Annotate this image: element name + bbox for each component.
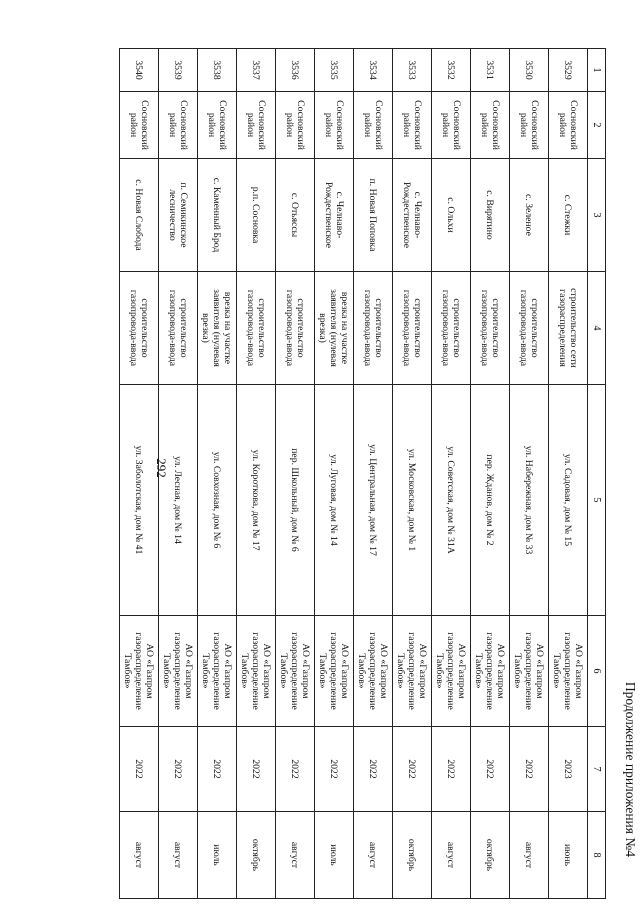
settlement-cell: с. Ольхи — [432, 159, 471, 272]
organization-cell: АО «Газпром газораспределение Тамбов» — [354, 616, 393, 727]
appendix-caption: Продолжение приложения №4 — [623, 681, 638, 857]
row-number-cell: 3533 — [393, 49, 432, 92]
column-header: 7 — [588, 727, 606, 812]
month-cell: август — [120, 812, 159, 899]
month-cell: октябрь — [393, 812, 432, 899]
district-cell: Сосновский район — [120, 92, 159, 159]
table-row — [432, 49, 471, 899]
district-cell: Сосновский район — [432, 92, 471, 159]
address-cell: пер. Жданов, дом № 2 — [471, 385, 510, 616]
settlement-cell: с. Зеленое — [510, 159, 549, 272]
organization-cell: АО «Газпром газораспределение Тамбов» — [432, 616, 471, 727]
row-number-cell: 3538 — [198, 49, 237, 92]
address-cell: ул. Набережная, дом № 33 — [510, 385, 549, 616]
district-cell: Сосновский район — [276, 92, 315, 159]
address-cell: ул. Садовая, дом № 15 — [549, 385, 588, 616]
column-header: 4 — [588, 272, 606, 385]
column-header: 1 — [588, 49, 606, 92]
year-cell: 2022 — [510, 727, 549, 812]
district-cell: Сосновский район — [159, 92, 198, 159]
work-type-cell: строительство газопровода-ввода — [237, 272, 276, 385]
column-header: 6 — [588, 616, 606, 727]
organization-cell: АО «Газпром газораспределение Тамбов» — [315, 616, 354, 727]
year-cell: 2022 — [315, 727, 354, 812]
district-cell: Сосновский район — [471, 92, 510, 159]
page-number: 292 — [154, 458, 169, 478]
month-cell: июль — [198, 812, 237, 899]
settlement-cell: с. Отьяссы — [276, 159, 315, 272]
district-cell: Сосновский район — [549, 92, 588, 159]
row-number-cell: 3534 — [354, 49, 393, 92]
month-cell: октябрь — [237, 812, 276, 899]
settlement-cell: п. Новая Поповка — [354, 159, 393, 272]
table-body — [120, 49, 588, 899]
organization-cell: АО «Газпром газораспределение Тамбов» — [198, 616, 237, 727]
row-number-cell: 3530 — [510, 49, 549, 92]
month-cell: август — [510, 812, 549, 899]
table-header-row — [588, 49, 606, 899]
organization-cell: АО «Газпром газораспределение Тамбов» — [393, 616, 432, 727]
row-number-cell: 3531 — [471, 49, 510, 92]
address-cell: ул. Лесная, дом № 14 — [159, 385, 198, 616]
address-cell: ул. Короткова, дом № 17 — [237, 385, 276, 616]
month-cell: июнь — [549, 812, 588, 899]
year-cell: 2023 — [549, 727, 588, 812]
year-cell: 2022 — [432, 727, 471, 812]
row-number-cell: 3535 — [315, 49, 354, 92]
settlement-cell: с. Новая Слобода — [120, 159, 159, 272]
row-number-cell: 3537 — [237, 49, 276, 92]
year-cell: 2022 — [354, 727, 393, 812]
district-cell: Сосновский район — [315, 92, 354, 159]
table-row — [393, 49, 432, 899]
table-row — [159, 49, 198, 899]
work-type-cell: строительство газопровода-ввода — [159, 272, 198, 385]
address-cell: пер. Школьный, дом № 6 — [276, 385, 315, 616]
organization-cell: АО «Газпром газораспределение Тамбов» — [276, 616, 315, 727]
year-cell: 2022 — [471, 727, 510, 812]
work-type-cell: строительство газопровода-ввода — [471, 272, 510, 385]
address-cell: ул. Советская, дом № 31А — [432, 385, 471, 616]
table-row — [120, 49, 159, 899]
work-type-cell: строительство газопровода-ввода — [393, 272, 432, 385]
year-cell: 2022 — [159, 727, 198, 812]
month-cell: июль — [315, 812, 354, 899]
row-number-cell: 3540 — [120, 49, 159, 92]
address-cell: ул. Центральная, дом № 17 — [354, 385, 393, 616]
district-cell: Сосновский район — [510, 92, 549, 159]
year-cell: 2022 — [276, 727, 315, 812]
work-type-cell: врезка на участке заявителя (нулевая врезка) — [198, 272, 237, 385]
month-cell: октябрь — [471, 812, 510, 899]
table-row — [471, 49, 510, 899]
column-header: 3 — [588, 159, 606, 272]
year-cell: 2022 — [120, 727, 159, 812]
work-type-cell: строительство сети газораспределения — [549, 272, 588, 385]
column-header: 8 — [588, 812, 606, 899]
row-number-cell: 3536 — [276, 49, 315, 92]
work-type-cell: строительство газопровода-ввода — [354, 272, 393, 385]
table-row — [510, 49, 549, 899]
organization-cell: АО «Газпром газораспределение Тамбов» — [159, 616, 198, 727]
work-type-cell: врезка на участке заявителя (нулевая врезка) — [315, 272, 354, 385]
settlement-cell: с. Вирятино — [471, 159, 510, 272]
address-cell: ул. Заболотская, дом № 41 — [120, 385, 159, 616]
row-number-cell: 3532 — [432, 49, 471, 92]
settlement-cell: с. Каменный Брод — [198, 159, 237, 272]
month-cell: август — [432, 812, 471, 899]
month-cell: август — [354, 812, 393, 899]
column-header: 5 — [588, 385, 606, 616]
table-row — [237, 49, 276, 899]
settlement-cell: с. Стежки — [549, 159, 588, 272]
row-number-cell: 3529 — [549, 49, 588, 92]
gasification-table — [119, 48, 606, 899]
row-number-cell: 3539 — [159, 49, 198, 92]
district-cell: Сосновский район — [354, 92, 393, 159]
year-cell: 2022 — [237, 727, 276, 812]
settlement-cell: с. Челнаво-Рождественское — [393, 159, 432, 272]
table-row — [276, 49, 315, 899]
table-row — [315, 49, 354, 899]
district-cell: Сосновский район — [237, 92, 276, 159]
table-row — [198, 49, 237, 899]
month-cell: август — [276, 812, 315, 899]
settlement-cell: п. Семикинское лесничество — [159, 159, 198, 272]
organization-cell: АО «Газпром газораспределение Тамбов» — [510, 616, 549, 727]
district-cell: Сосновский район — [393, 92, 432, 159]
organization-cell: АО «Газпром газораспределение Тамбов» — [120, 616, 159, 727]
address-cell: ул. Луговая, дом № 14 — [315, 385, 354, 616]
settlement-cell: с. Челнаво-Рождественское — [315, 159, 354, 272]
address-cell: ул. Московская, дом № 1 — [393, 385, 432, 616]
month-cell: август — [159, 812, 198, 899]
settlement-cell: р.п. Сосновка — [237, 159, 276, 272]
organization-cell: АО «Газпром газораспределение Тамбов» — [471, 616, 510, 727]
column-header: 2 — [588, 92, 606, 159]
district-cell: Сосновский район — [198, 92, 237, 159]
organization-cell: АО «Газпром газораспределение Тамбов» — [237, 616, 276, 727]
work-type-cell: строительство газопровода-ввода — [510, 272, 549, 385]
organization-cell: АО «Газпром газораспределение Тамбов» — [549, 616, 588, 727]
year-cell: 2022 — [393, 727, 432, 812]
work-type-cell: строительство газопровода-ввода — [276, 272, 315, 385]
work-type-cell: строительство газопровода-ввода — [120, 272, 159, 385]
address-cell: ул. Совхозная, дом № 6 — [198, 385, 237, 616]
work-type-cell: строительство газопровода-ввода — [432, 272, 471, 385]
table-row — [549, 49, 588, 899]
table-row — [354, 49, 393, 899]
year-cell: 2022 — [198, 727, 237, 812]
